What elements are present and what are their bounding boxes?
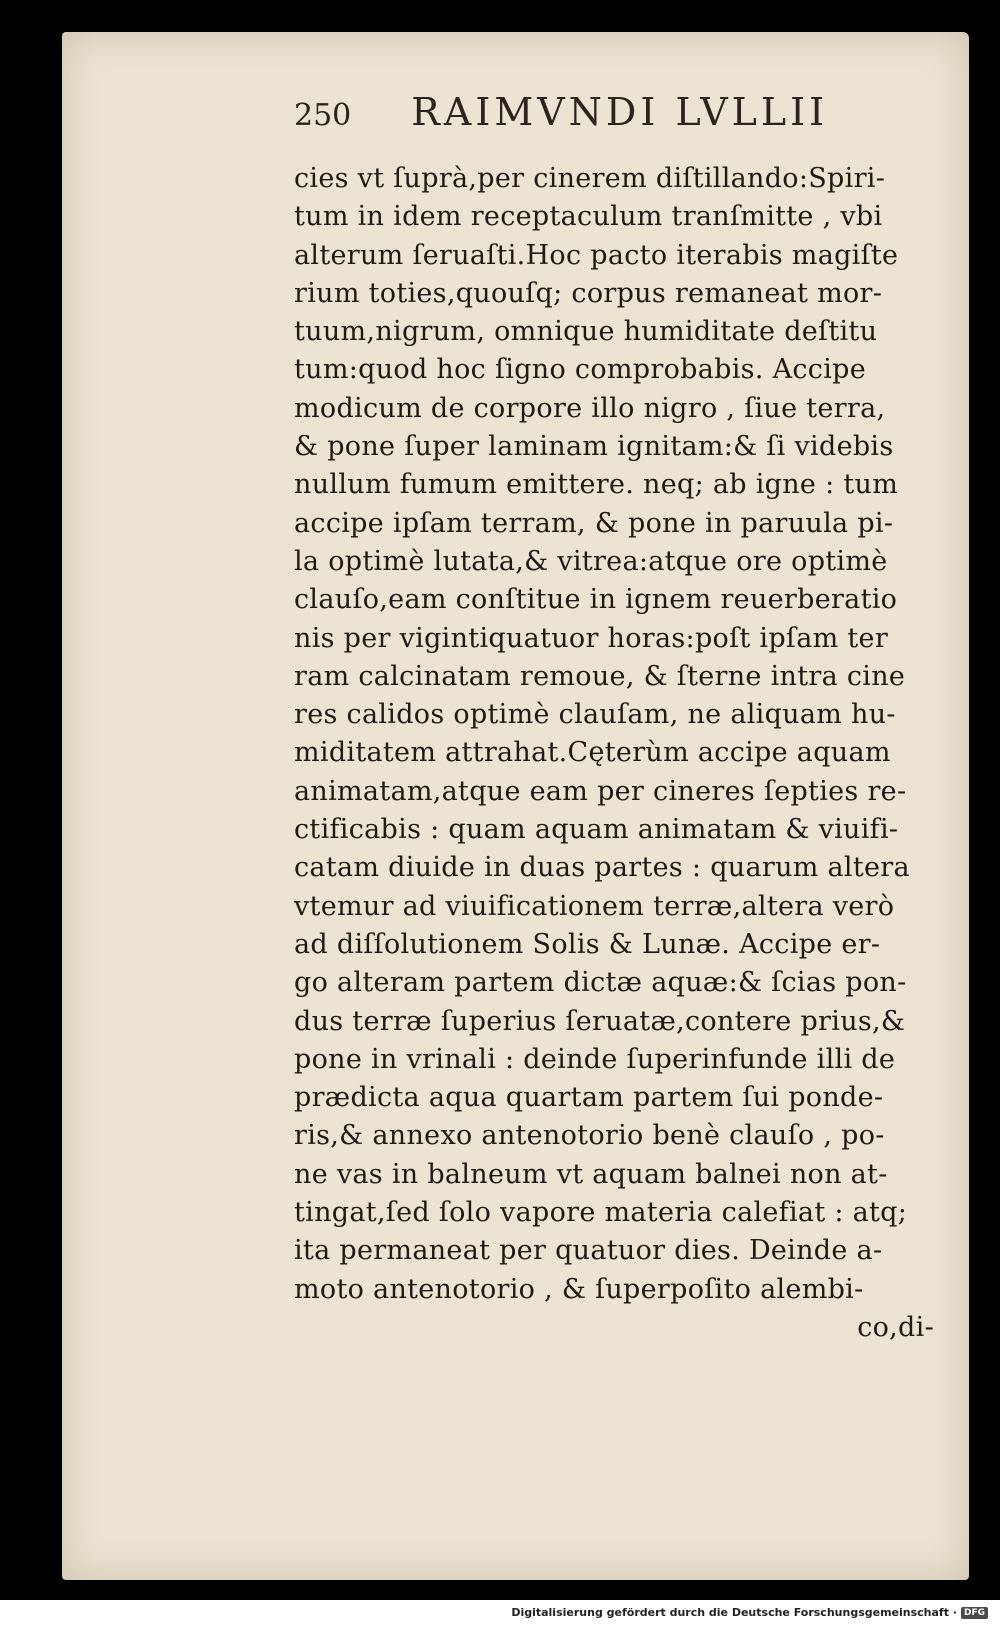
text-block (294, 90, 954, 1347)
text-line: la optimè lutata,& vitrea:atque ore optimè (294, 545, 888, 577)
text-line: clauſo,eam conſtitue in ignem reuerberatio (294, 584, 898, 616)
page-number: 250 (294, 98, 352, 133)
text-line: accipe ipſam terram, & pone in paruula pi- (294, 507, 894, 539)
text-line: ris,& annexo antenotorio benè clauſo , po- (294, 1120, 885, 1152)
footer-bar (0, 1600, 1000, 1629)
catchword: co,di- (857, 1311, 934, 1343)
text-line: go alteram partem dictæ aquæ:& ſcias pon- (294, 967, 907, 999)
text-line: tum in idem receptaculum tranſmitte , vbi (294, 201, 883, 233)
text-line: miditatem attrahat.Cęterùm accipe aquam (294, 737, 891, 769)
body-text (294, 160, 954, 1347)
page-header (294, 90, 954, 160)
text-line: nullum fumum emittere. neq; ab igne : tum (294, 469, 899, 501)
funding-credit (511, 1606, 988, 1619)
text-line: & pone ſuper laminam ignitam:& ſi videbis (294, 431, 894, 463)
text-line: moto antenotorio , & ſuperpoſito alembi- (294, 1273, 864, 1305)
text-line: prædicta aqua quartam partem ſui ponde- (294, 1082, 884, 1114)
text-line: ita permaneat per quatuor dies. Deinde a- (294, 1235, 883, 1267)
funding-credit-text: Digitalisierung gefördert durch die Deutsche Forschungsgemeinschaft · (511, 1606, 957, 1619)
text-line: catam diuide in duas partes : quarum altera (294, 852, 910, 884)
text-line: alterum ſeruaſti.Hoc pacto iterabis magiſte (294, 239, 899, 271)
book-page (62, 32, 969, 1580)
text-line: ne vas in balneum vt aquam balnei non at- (294, 1158, 888, 1190)
text-line: pone in vrinali : deinde ſuperinfunde illi de (294, 1043, 896, 1075)
text-line: tingat,ſed ſolo vapore materia calefiat : atq; (294, 1197, 908, 1229)
text-line: animatam,atque eam per cineres ſepties re- (294, 775, 907, 807)
text-line: rium toties,quouſq; corpus remaneat mor- (294, 277, 883, 309)
text-line: tuum,nigrum, omnique humiditate deſtitu (294, 316, 878, 348)
text-line: nis per vigintiquatuor horas:poſt ipſam ter (294, 622, 889, 654)
text-line: tum:quod hoc ſigno comprobabis. Accipe (294, 354, 867, 386)
dfg-logo: DFG (961, 1607, 988, 1619)
text-line: modicum de corpore illo nigro , ſiue terra, (294, 392, 886, 424)
running-title: RAIMVNDI LVLLII (411, 90, 829, 134)
text-line: ctificabis : quam aquam animatam & viuifi- (294, 814, 899, 846)
text-line: res calidos optimè clauſam, ne aliquam hu- (294, 699, 896, 731)
text-line: ad diſſolutionem Solis & Lunæ. Accipe er- (294, 928, 881, 960)
text-line: vtemur ad viuificationem terræ,altera verò (294, 890, 895, 922)
text-line: dus terræ ſuperius ſeruatæ,contere prius,& (294, 1005, 906, 1037)
text-line: cies vt ſuprà,per cinerem diſtillando:Spiri- (294, 163, 886, 194)
text-line: ram calcinatam remoue, & ſterne intra cine (294, 660, 906, 692)
